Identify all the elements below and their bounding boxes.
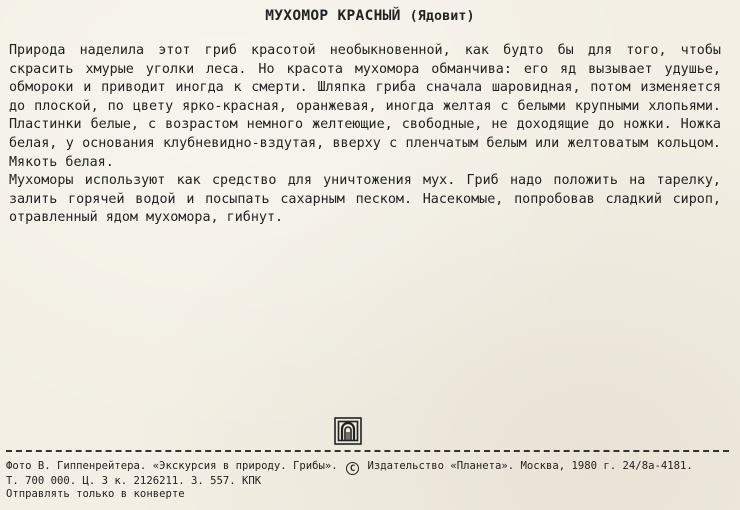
copyright-icon: C xyxy=(346,462,359,475)
photo-credit: Фото В. Гиппенрейтера. «Экскурсия в природу. Грибы». xyxy=(6,460,338,472)
publisher-info: Издательство «Планета». Москва, 1980 г. 24/8а-4181. xyxy=(367,460,693,472)
imprint-line-3: Отправлять только в конверте xyxy=(6,488,185,501)
paragraph-description: Природа наделила этот гриб красотой необыкновенной, как будто бы для того, чтобы скрасить хмурые уголки леса. Но красота мухомора обманчива: его яд вызывает удушье, обмороки и приводит иногда к смерти. Шляпка гриба сначала шаровидная, потом изменяется до плоской, по цвету ярко-красная, оранжевая, иногда желтая с белыми крупными хлопьями. Пластинки белые, с возрастом немного желтеющие, свободные, не доходящие до ножки. Ножка белая, у основания клубневидно-вздутая, вверху с пленчатым белым или желтоватым кольцом. Мякоть белая. xyxy=(9,43,721,170)
description-text xyxy=(9,42,721,228)
imprint-line-1 xyxy=(6,460,734,475)
publisher-logo-icon xyxy=(334,417,362,445)
divider xyxy=(6,450,729,452)
imprint-block xyxy=(6,460,734,502)
title-text: МУХОМОР КРАСНЫЙ xyxy=(265,8,401,24)
page-title xyxy=(0,8,740,24)
title-warning: (Ядовит) xyxy=(409,9,475,24)
paragraph-usage: Мухоморы используют как средство для уничтожения мух. Гриб надо положить на тарелку, залить горячей водой и посыпать сахарным песком. Насекомые, попробовав сладкий сироп, отравленный ядом мухомора, гибнут. xyxy=(9,173,721,226)
imprint-line-2: Т. 700 000. Ц. 3 к. 2126211. З. 557. КПК xyxy=(6,475,262,487)
